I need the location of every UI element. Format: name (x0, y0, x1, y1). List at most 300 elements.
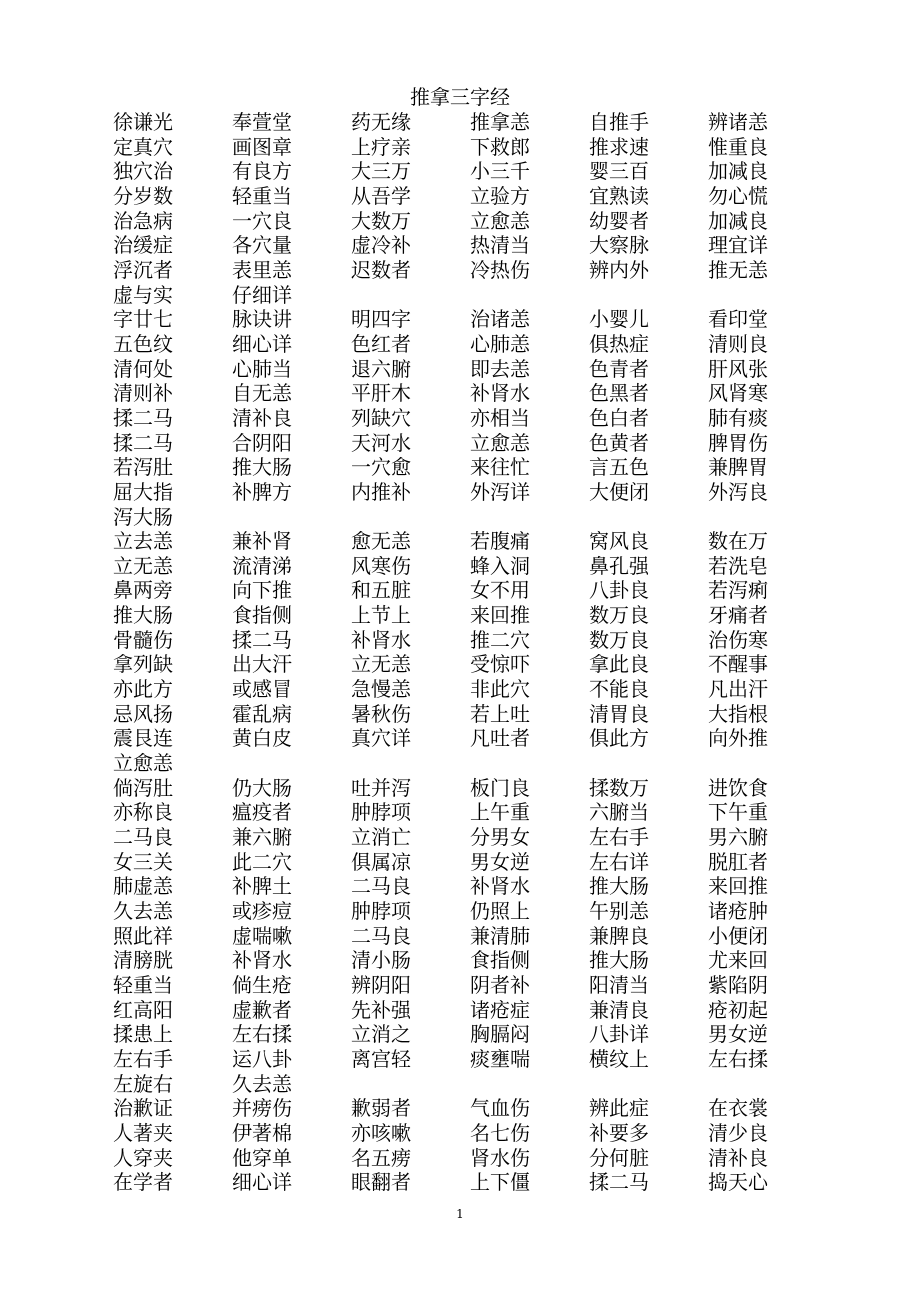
verse-phrase: 明四字 (351, 307, 411, 332)
verse-phrase: 小三千 (470, 159, 530, 184)
verse-phrase: 食指侧 (470, 948, 530, 973)
verse-phrase: 外泻良 (708, 479, 768, 504)
verse-row (113, 1170, 833, 1195)
verse-phrase: 阳清当 (589, 972, 649, 997)
verse-phrase: 退六腑 (351, 356, 411, 381)
verse-phrase: 各穴量 (232, 233, 292, 258)
verse-phrase: 女不用 (470, 578, 530, 603)
verse-phrase (708, 751, 827, 776)
verse-phrase: 大指根 (708, 701, 768, 726)
verse-phrase: 离宫轻 (351, 1046, 411, 1071)
verse-phrase: 补要多 (589, 1120, 649, 1145)
verse-phrase: 立消之 (351, 1022, 411, 1047)
verse-row (113, 135, 833, 160)
verse-phrase: 表里恙 (232, 257, 292, 282)
verse-phrase: 鼻两旁 (113, 578, 173, 603)
verse-row (113, 726, 833, 751)
verse-phrase: 补肾水 (470, 381, 530, 406)
verse-phrase (708, 283, 827, 308)
verse-phrase: 板门良 (470, 775, 530, 800)
verse-phrase: 分岁数 (113, 183, 173, 208)
verse-phrase: 上午重 (470, 800, 530, 825)
verse-phrase: 字廿七 (113, 307, 173, 332)
verse-phrase: 辨诸恙 (708, 110, 768, 134)
verse-phrase: 大三万 (351, 159, 411, 184)
verse-phrase (470, 505, 589, 530)
verse-phrase: 平肝木 (351, 381, 411, 406)
verse-phrase: 窝风良 (589, 529, 649, 554)
verse-phrase: 治诸恙 (470, 307, 530, 332)
verse-phrase: 色黄者 (589, 430, 649, 455)
verse-phrase: 屈大指 (113, 479, 173, 504)
verse-phrase: 补脾土 (232, 874, 292, 899)
verse-row (113, 924, 833, 949)
verse-phrase: 二马良 (113, 825, 173, 850)
verse-phrase: 向下推 (232, 578, 292, 603)
verse-phrase (232, 505, 351, 530)
verse-phrase: 上疗亲 (351, 134, 411, 159)
verse-phrase (351, 1072, 470, 1097)
verse-phrase: 脾胃伤 (708, 430, 768, 455)
verse-row (113, 702, 833, 727)
verse-phrase: 惟重良 (708, 134, 768, 159)
verse-phrase: 风肾寒 (708, 381, 768, 406)
verse-phrase: 补脾方 (232, 479, 292, 504)
verse-phrase: 肺虚恙 (113, 874, 173, 899)
verse-phrase: 清补良 (232, 405, 292, 430)
verse-phrase (470, 283, 589, 308)
verse-row (113, 628, 833, 653)
verse-row (113, 973, 833, 998)
verse-phrase: 兼六腑 (232, 825, 292, 850)
verse-phrase: 补肾水 (351, 627, 411, 652)
verse-phrase: 急慢恙 (351, 677, 411, 702)
verse-phrase: 久去恙 (232, 1071, 292, 1096)
verse-row (113, 184, 833, 209)
verse-phrase: 骨髓伤 (113, 627, 173, 652)
verse-phrase: 八卦详 (589, 1022, 649, 1047)
verse-phrase: 从吾学 (351, 183, 411, 208)
verse-phrase: 自推手 (589, 110, 649, 134)
verse-phrase: 愈无恙 (351, 529, 411, 554)
verse-phrase: 清何处 (113, 356, 173, 381)
verse-phrase: 兼清肺 (470, 923, 530, 948)
verse-phrase: 冷热伤 (470, 257, 530, 282)
verse-phrase: 亦此方 (113, 677, 173, 702)
verse-phrase: 言五色 (589, 455, 649, 480)
verse-phrase: 食指侧 (232, 603, 292, 628)
document-title: 推拿三字经 (410, 85, 510, 109)
verse-phrase: 画图章 (232, 134, 292, 159)
verse-phrase: 立验方 (470, 183, 530, 208)
verse-phrase: 人穿夹 (113, 1145, 173, 1170)
verse-phrase: 立消亡 (351, 825, 411, 850)
verse-phrase: 红高阳 (113, 997, 173, 1022)
verse-phrase: 肝风张 (708, 356, 768, 381)
verse-phrase: 照此祥 (113, 923, 173, 948)
verse-phrase: 列缺穴 (351, 405, 411, 430)
verse-phrase: 浮沉者 (113, 257, 173, 282)
verse-phrase: 肾水伤 (470, 1145, 530, 1170)
verse-phrase: 独穴治 (113, 159, 173, 184)
verse-phrase: 仔细详 (232, 282, 292, 307)
verse-row (113, 850, 833, 875)
verse-phrase: 推大肠 (589, 874, 649, 899)
verse-phrase (470, 1072, 589, 1097)
verse-phrase: 迟数者 (351, 257, 411, 282)
verse-phrase: 色红者 (351, 331, 411, 356)
verse-phrase: 若泻痢 (708, 578, 768, 603)
verse-phrase: 兼脾胃 (708, 455, 768, 480)
verse-phrase: 来回推 (708, 874, 768, 899)
verse-phrase: 进饮食 (708, 775, 768, 800)
verse-phrase: 清胃良 (589, 701, 649, 726)
verse-phrase: 肿脖项 (351, 899, 411, 923)
verse-phrase: 兼补肾 (232, 529, 292, 554)
verse-phrase: 和五脏 (351, 578, 411, 603)
verse-phrase: 若泻肚 (113, 455, 173, 480)
verse-phrase: 久去恙 (113, 899, 173, 923)
verse-phrase: 立无恙 (351, 652, 411, 677)
verse-phrase: 热清当 (470, 233, 530, 258)
verse-phrase: 拿此良 (589, 652, 649, 677)
verse-phrase (232, 751, 351, 776)
verse-row (113, 1146, 833, 1171)
verse-phrase: 上下僵 (470, 1170, 530, 1195)
verse-phrase: 立去恙 (113, 529, 173, 554)
verse-row (113, 948, 833, 973)
verse-phrase: 勿心慌 (708, 183, 768, 208)
verse-phrase: 男女逆 (470, 849, 530, 874)
verse-phrase: 自无恙 (232, 381, 292, 406)
verse-phrase: 脱肛者 (708, 849, 768, 874)
verse-phrase: 兼清良 (589, 997, 649, 1022)
verse-phrase: 清膀胱 (113, 948, 173, 973)
verse-phrase: 治伤寒 (708, 627, 768, 652)
page-number: 1 (456, 1207, 464, 1221)
verse-phrase: 俱热症 (589, 331, 649, 356)
verse-phrase: 先补强 (351, 997, 411, 1022)
verse-phrase: 色黑者 (589, 381, 649, 406)
verse-phrase: 辨此症 (589, 1096, 649, 1121)
verse-phrase: 定真穴 (113, 134, 173, 159)
verse-phrase: 辨阴阳 (351, 972, 411, 997)
verse-phrase (589, 1072, 708, 1097)
verse-phrase: 揉二马 (113, 405, 173, 430)
verse-phrase: 来往忙 (470, 455, 530, 480)
verse-phrase: 左右手 (589, 825, 649, 850)
verse-phrase: 受惊吓 (470, 652, 530, 677)
verse-phrase (589, 505, 708, 530)
verse-phrase: 名七伤 (470, 1120, 530, 1145)
verse-row (113, 357, 833, 382)
verse-phrase: 五色纹 (113, 331, 173, 356)
verse-phrase: 凡出汗 (708, 677, 768, 702)
verse-phrase: 伊著棉 (232, 1120, 292, 1145)
verse-row (113, 1121, 833, 1146)
verse-phrase: 牙痛者 (708, 603, 768, 628)
verse-phrase: 男六腑 (708, 825, 768, 850)
verse-phrase: 横纹上 (589, 1046, 649, 1071)
verse-row (113, 1047, 833, 1072)
verse-phrase: 真穴详 (351, 726, 411, 751)
verse-phrase: 吐并泻 (351, 775, 411, 800)
verse-row (113, 554, 833, 579)
verse-phrase: 推二穴 (470, 627, 530, 652)
verse-row (113, 751, 833, 776)
verse-phrase: 辨内外 (589, 257, 649, 282)
verse-phrase: 阴者补 (470, 972, 530, 997)
verse-phrase (351, 505, 470, 530)
verse-phrase: 立愈恙 (470, 430, 530, 455)
verse-phrase: 揉患上 (113, 1022, 173, 1047)
verse-phrase: 歉弱者 (351, 1096, 411, 1121)
verse-phrase: 向外推 (708, 726, 768, 751)
verse-phrase: 在衣裳 (708, 1096, 768, 1121)
verse-phrase: 左右手 (113, 1046, 173, 1071)
verse-row (113, 825, 833, 850)
verse-row (113, 998, 833, 1023)
verse-phrase: 诸疮症 (470, 997, 530, 1022)
verse-row (113, 529, 833, 554)
verse-phrase (351, 751, 470, 776)
verse-row (113, 209, 833, 234)
verse-phrase: 徐谦光 (113, 110, 173, 134)
verse-phrase: 左右揉 (708, 1046, 768, 1071)
verse-phrase: 细心详 (232, 331, 292, 356)
verse-phrase: 八卦良 (589, 578, 649, 603)
verse-phrase (589, 283, 708, 308)
verse-phrase: 药无缘 (351, 110, 411, 134)
verse-phrase: 六腑当 (589, 800, 649, 825)
verse-phrase: 瘟疫者 (232, 800, 292, 825)
verse-phrase: 流清涕 (232, 553, 292, 578)
verse-phrase: 小便闭 (708, 923, 768, 948)
verse-phrase: 小婴儿 (589, 307, 649, 332)
verse-phrase: 轻重当 (113, 972, 173, 997)
verse-phrase: 凡吐者 (470, 726, 530, 751)
verse-phrase: 倘生疮 (232, 972, 292, 997)
verse-phrase: 补肾水 (470, 874, 530, 899)
verse-phrase: 二马良 (351, 874, 411, 899)
verse-phrase: 亦相当 (470, 405, 530, 430)
verse-phrase: 虚与实 (113, 282, 173, 307)
verse-row (113, 431, 833, 456)
verse-phrase: 轻重当 (232, 183, 292, 208)
verse-phrase: 立愈恙 (113, 751, 173, 776)
verse-phrase: 蜂入洞 (470, 553, 530, 578)
verse-phrase: 不能良 (589, 677, 649, 702)
verse-phrase: 肺有痰 (708, 405, 768, 430)
verse-phrase: 拿列缺 (113, 652, 173, 677)
verse-phrase: 午别恙 (589, 899, 649, 923)
verse-row (113, 874, 833, 899)
verse-phrase: 仍照上 (470, 899, 530, 923)
verse-phrase: 下午重 (708, 800, 768, 825)
verse-row (113, 307, 833, 332)
verse-phrase: 诸疮肿 (708, 899, 768, 923)
verse-phrase: 来回推 (470, 603, 530, 628)
verse-phrase: 女三关 (113, 849, 173, 874)
verse-phrase: 运八卦 (232, 1046, 292, 1071)
verse-phrase: 仍大肠 (232, 775, 292, 800)
verse-phrase: 兼脾良 (589, 923, 649, 948)
verse-phrase: 清则良 (708, 331, 768, 356)
verse-phrase: 补肾水 (232, 948, 292, 973)
verse-phrase: 加减良 (708, 208, 768, 233)
verse-phrase: 疮初起 (708, 997, 768, 1022)
verse-phrase: 在学者 (113, 1170, 173, 1195)
verse-phrase: 左旋右 (113, 1071, 173, 1096)
verse-row (113, 381, 833, 406)
verse-row (113, 505, 833, 530)
verse-phrase: 清则补 (113, 381, 173, 406)
verse-phrase: 心肺恙 (470, 331, 530, 356)
verse-phrase (470, 751, 589, 776)
verse-phrase: 虚歉者 (232, 997, 292, 1022)
verse-phrase: 大察脉 (589, 233, 649, 258)
verse-phrase: 或疹痘 (232, 899, 292, 923)
verse-phrase: 出大汗 (232, 652, 292, 677)
verse-phrase: 俱此方 (589, 726, 649, 751)
verse-phrase: 忌风扬 (113, 701, 173, 726)
verse-phrase: 推无恙 (708, 257, 768, 282)
verse-phrase: 天河水 (351, 430, 411, 455)
verse-phrase: 看印堂 (708, 307, 768, 332)
verse-phrase: 推大肠 (232, 455, 292, 480)
verse-phrase: 治歉证 (113, 1096, 173, 1121)
verse-phrase: 虚喘嗽 (232, 923, 292, 948)
verse-phrase: 宜熟读 (589, 183, 649, 208)
verse-phrase: 揉二马 (589, 1170, 649, 1195)
verse-phrase: 治急病 (113, 208, 173, 233)
verse-phrase: 虚冷补 (351, 233, 411, 258)
verse-phrase: 人著夹 (113, 1120, 173, 1145)
verse-phrase: 色青者 (589, 356, 649, 381)
verse-phrase: 清补良 (708, 1145, 768, 1170)
verse-phrase: 俱属凉 (351, 849, 411, 874)
verse-phrase: 上节上 (351, 603, 411, 628)
verse-phrase: 数万良 (589, 627, 649, 652)
verse-phrase: 大数万 (351, 208, 411, 233)
verse-row (113, 652, 833, 677)
verse-phrase (708, 1072, 827, 1097)
verse-phrase: 尤来回 (708, 948, 768, 973)
verse-phrase: 清小肠 (351, 948, 411, 973)
verse-phrase: 胸膈闷 (470, 1022, 530, 1047)
verse-phrase: 他穿单 (232, 1145, 292, 1170)
verse-row (113, 776, 833, 801)
verse-phrase: 左右详 (589, 849, 649, 874)
verse-phrase: 左右揉 (232, 1022, 292, 1047)
verse-phrase: 合阴阳 (232, 430, 292, 455)
verse-phrase: 黄白皮 (232, 726, 292, 751)
verse-row (113, 283, 833, 308)
verse-row (113, 332, 833, 357)
verse-phrase: 婴三百 (589, 159, 649, 184)
verse-phrase: 痰壅喘 (470, 1046, 530, 1071)
verse-phrase: 若上吐 (470, 701, 530, 726)
verse-phrase: 捣天心 (708, 1170, 768, 1195)
verse-phrase: 非此穴 (470, 677, 530, 702)
verse-phrase: 加减良 (708, 159, 768, 184)
verse-phrase: 大便闭 (589, 479, 649, 504)
verse-row (113, 677, 833, 702)
verse-phrase: 若洗皂 (708, 553, 768, 578)
verse-phrase: 不醒事 (708, 652, 768, 677)
verse-phrase: 男女逆 (708, 1022, 768, 1047)
verse-phrase: 一穴良 (232, 208, 292, 233)
verse-phrase: 脉诀讲 (232, 307, 292, 332)
verse-phrase (351, 283, 470, 308)
verse-phrase: 紫陷阴 (708, 972, 768, 997)
verse-phrase: 推大肠 (113, 603, 173, 628)
verse-phrase: 亦咳嗽 (351, 1120, 411, 1145)
verse-phrase: 立愈恙 (470, 208, 530, 233)
verse-row (113, 800, 833, 825)
verse-row (113, 1096, 833, 1121)
verse-row (113, 1022, 833, 1047)
verse-phrase: 下救郎 (470, 134, 530, 159)
verse-row (113, 899, 833, 924)
verse-phrase: 色白者 (589, 405, 649, 430)
verse-phrase: 即去恙 (470, 356, 530, 381)
verse-phrase: 或感冒 (232, 677, 292, 702)
verse-phrase: 倘泻肚 (113, 775, 173, 800)
verse-phrase: 有良方 (232, 159, 292, 184)
verse-phrase: 名五痨 (351, 1145, 411, 1170)
verse-row (113, 233, 833, 258)
verse-phrase: 亦称良 (113, 800, 173, 825)
verse-phrase: 并痨伤 (232, 1096, 292, 1121)
verse-row (113, 406, 833, 431)
verse-phrase: 推大肠 (589, 948, 649, 973)
verse-phrase: 一穴愈 (351, 455, 411, 480)
verse-row (113, 110, 833, 135)
verse-phrase: 立无恙 (113, 553, 173, 578)
verse-phrase: 推拿恙 (470, 110, 530, 134)
verse-grid (113, 110, 833, 1195)
verse-phrase: 奉萱堂 (232, 110, 292, 134)
verse-phrase: 外泻详 (470, 479, 530, 504)
verse-phrase: 泻大肠 (113, 504, 173, 529)
verse-phrase: 暑秋伤 (351, 701, 411, 726)
verse-phrase: 幼婴者 (589, 208, 649, 233)
verse-phrase: 推求速 (589, 134, 649, 159)
verse-phrase: 二马良 (351, 923, 411, 948)
verse-phrase (708, 505, 827, 530)
verse-phrase: 数在万 (708, 529, 768, 554)
verse-phrase: 细心详 (232, 1170, 292, 1195)
verse-phrase: 内推补 (351, 479, 411, 504)
verse-row (113, 603, 833, 628)
verse-phrase: 霍乱病 (232, 701, 292, 726)
verse-phrase: 揉数万 (589, 775, 649, 800)
verse-phrase (589, 751, 708, 776)
verse-phrase: 理宜详 (708, 233, 768, 258)
verse-row (113, 578, 833, 603)
verse-phrase: 分何脏 (589, 1145, 649, 1170)
verse-phrase: 眼翻者 (351, 1170, 411, 1195)
verse-phrase: 鼻孔强 (589, 553, 649, 578)
verse-phrase: 此二穴 (232, 849, 292, 874)
verse-row (113, 258, 833, 283)
verse-phrase: 心肺当 (232, 356, 292, 381)
verse-phrase: 肿脖项 (351, 800, 411, 825)
verse-phrase: 若腹痛 (470, 529, 530, 554)
verse-phrase: 震艮连 (113, 726, 173, 751)
verse-row (113, 455, 833, 480)
